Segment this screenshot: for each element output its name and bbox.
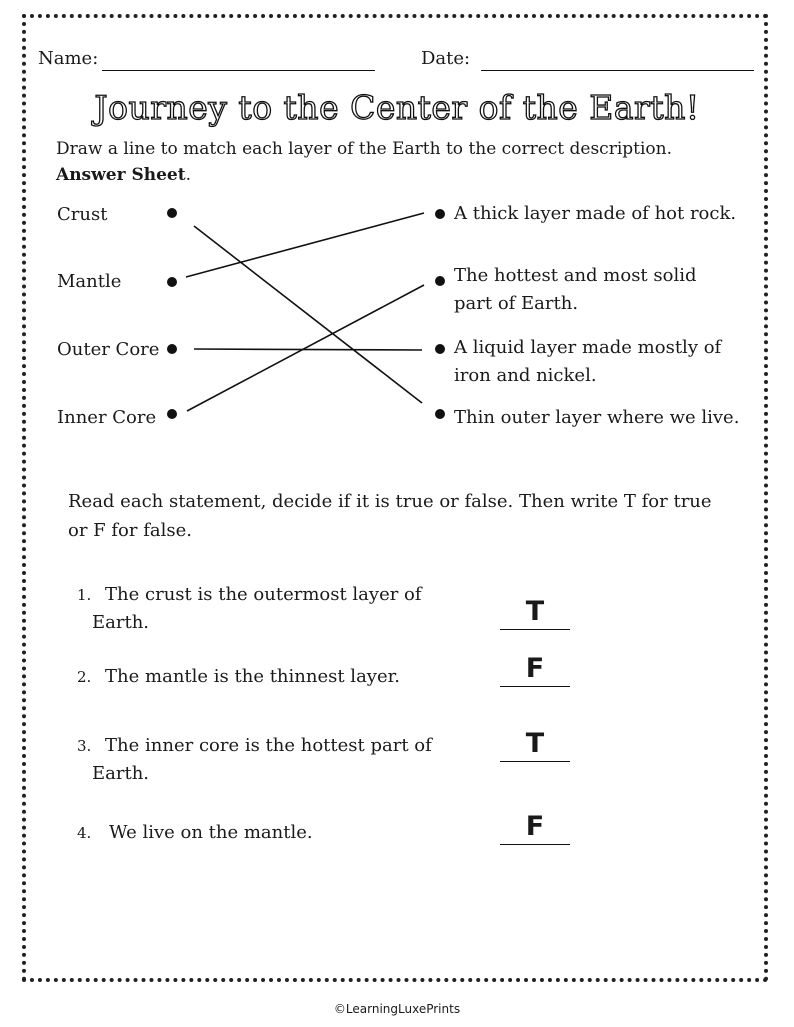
date-label: Date: [421, 48, 471, 69]
tf-instructions-line-1: Read each statement, decide if it is true or false. Then write T for true [68, 491, 712, 512]
line-mantle-to-thick-rock [186, 213, 424, 277]
description-3-line-1: A liquid layer made mostly of [454, 337, 722, 358]
true-false-instructions [68, 487, 712, 545]
statement-2-line-1: The mantle is the thinnest layer. [105, 666, 400, 687]
statement-2-number: 2. [77, 668, 92, 686]
statement-1 [77, 581, 422, 637]
line-inner-core-to-hottest [187, 285, 424, 411]
statement-4-line-1: We live on the mantle. [109, 822, 313, 843]
tf-instructions-line-2: or F for false. [68, 520, 192, 541]
instructions-text: Draw a line to match each layer of the Earth to the correct description. [56, 139, 673, 159]
description-2-line-2: part of Earth. [454, 293, 579, 314]
answer-2[interactable]: F [500, 652, 570, 687]
description-1-line: A thick layer made of hot rock. [454, 203, 737, 224]
page-title: Journey to the Center of the Earth! [94, 88, 700, 127]
description-2-line-1: The hottest and most solid [454, 265, 697, 286]
name-label: Name: [38, 48, 99, 69]
layer-inner-core: Inner Core [57, 407, 157, 428]
description-4-line: Thin outer layer where we live. [454, 407, 740, 428]
statement-3-line-2: Earth. [92, 763, 150, 784]
line-outer-core-to-liquid [194, 349, 422, 350]
statement-1-line-2: Earth. [92, 612, 150, 633]
instructions-end: . [185, 165, 191, 185]
statement-3-line-1: The inner core is the hottest part of [105, 735, 432, 756]
footer-copyright: ©LearningLuxePrints [333, 1002, 461, 1016]
statement-2 [77, 663, 400, 691]
answer-1[interactable]: T [500, 595, 570, 630]
statement-3 [77, 732, 432, 788]
answer-3[interactable]: T [500, 727, 570, 762]
answer-4[interactable]: F [500, 810, 570, 845]
statement-3-number: 3. [77, 737, 92, 755]
statement-4-number: 4. [77, 824, 92, 842]
statement-1-line-1: The crust is the outermost layer of [105, 584, 422, 605]
layer-outer-core: Outer Core [57, 339, 160, 360]
line-crust-to-thin-outer [194, 226, 422, 403]
layer-mantle: Mantle [57, 271, 122, 292]
answer-sheet-label: Answer Sheet [56, 165, 186, 185]
statement-4 [77, 819, 313, 847]
statement-1-number: 1. [77, 586, 92, 604]
description-3-line-2: iron and nickel. [454, 365, 597, 386]
layer-crust: Crust [57, 204, 108, 225]
